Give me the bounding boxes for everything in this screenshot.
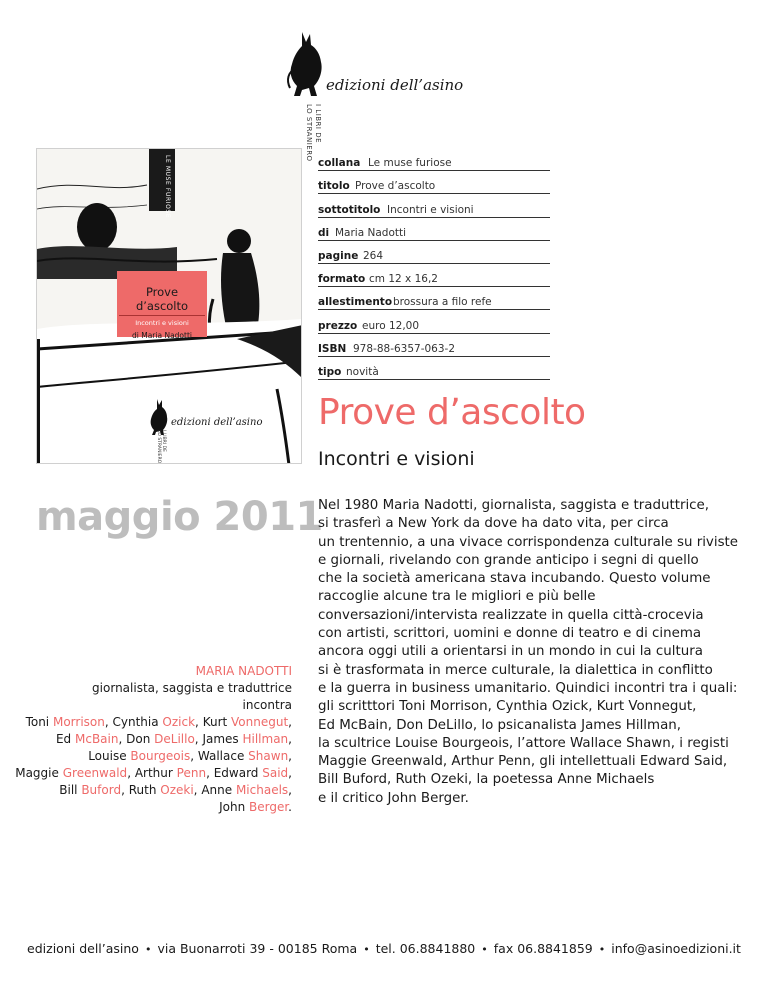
description-line: Ed McBain, Don DeLillo, lo psicanalista James Hillman, — [318, 717, 682, 733]
spec-label: allestimento — [318, 296, 393, 309]
publication-date: maggio 2011 — [36, 494, 323, 540]
spec-collana — [318, 148, 550, 171]
spec-isbn — [318, 334, 550, 357]
cover-series-line-2: LO STRANIERO — [156, 430, 161, 464]
spec-label: prezzo — [318, 319, 358, 332]
spec-value: 264 — [363, 249, 384, 262]
spec-value: euro 12,00 — [362, 319, 420, 332]
spec-sottotitolo — [318, 194, 550, 217]
description-line: si è trasformata in merce culturale, la dialettica in conflitto — [318, 662, 713, 678]
person-first: Cynthia — [112, 715, 159, 729]
spec-value: 978-88-6357-063-2 — [353, 342, 456, 355]
person-first: Maggie — [15, 766, 59, 780]
people-line: Louise Bourgeois, Wallace Shawn, — [88, 749, 292, 763]
publisher-logo — [284, 28, 464, 162]
footer-fax: fax 06.8841859 — [493, 941, 593, 956]
spec-label: collana — [318, 157, 361, 170]
people-line: Bill Buford, Ruth Ozeki, Anne Michaels, — [59, 783, 292, 797]
cover-publisher-name: edizioni dell’asino — [171, 417, 263, 428]
footer-email: info@asinoedizioni.it — [611, 941, 741, 956]
cover-title: Prove d’ascolto — [119, 285, 205, 316]
bullet-separator: • — [144, 943, 152, 956]
cover-subtitle: Incontri e visioni — [135, 319, 189, 327]
description-line: un trentennio, a una vivace corrispondenza culturale su riviste — [318, 534, 739, 550]
book-specs — [318, 148, 550, 380]
person-surname: DeLillo — [154, 732, 195, 746]
spec-label: sottotitolo — [318, 203, 381, 216]
person-first: Bill — [59, 783, 78, 797]
description-line: e la guerra in business umanitario. Quindici incontri tra i quali: — [318, 680, 738, 696]
cover-author: di Maria Nadotti — [132, 331, 192, 340]
spec-value: cm 12 x 16,2 — [369, 273, 438, 286]
footer-address: via Buonarroti 39 - 00185 Roma — [157, 941, 358, 956]
description-line: si trasferì a New York da dove ha dato vita, per circa — [318, 516, 669, 532]
spec-prezzo — [318, 310, 550, 333]
people-line: John Berger. — [219, 800, 292, 814]
person-first: Wallace — [197, 749, 245, 763]
person-first: Edward — [213, 766, 259, 780]
book-cover — [36, 148, 302, 464]
bullet-separator: • — [363, 943, 370, 956]
people-line: Ed McBain, Don DeLillo, James Hillman, — [55, 732, 292, 746]
description-line: conversazioni/intervista realizzate in quella città-crocevia — [318, 607, 704, 623]
spec-value: Le muse furiose — [368, 157, 452, 170]
series-line-1: I LIBRI DE — [314, 104, 322, 144]
spec-value: novità — [346, 365, 379, 378]
people-line: Toni Morrison, Cynthia Ozick, Kurt Vonnegut, — [25, 715, 292, 729]
spec-formato — [318, 264, 550, 287]
cover-series-label — [156, 430, 166, 463]
people-line: Maggie Greenwald, Arthur Penn, Edward Said, — [15, 766, 292, 780]
person-surname: Bourgeois — [130, 749, 191, 763]
spec-di — [318, 218, 550, 241]
person-surname: Buford — [81, 783, 122, 797]
person-first: Anne — [201, 783, 233, 797]
spec-value: Incontri e visioni — [387, 203, 474, 216]
spec-pagine — [318, 241, 550, 264]
spec-titolo — [318, 171, 550, 194]
description-line: raccoglie alcune tra le migliori e più belle — [318, 589, 596, 605]
person-first: Kurt — [202, 715, 228, 729]
person-first: James — [202, 732, 239, 746]
person-first: Toni — [25, 715, 50, 729]
spec-tipo — [318, 357, 550, 380]
description-line: gli scritttori Toni Morrison, Cynthia Ozick, Kurt Vonnegut, — [318, 699, 697, 715]
person-surname: Greenwald — [62, 766, 128, 780]
person-surname: Said — [262, 766, 289, 780]
spec-label: di — [318, 226, 330, 239]
spec-label: titolo — [318, 180, 350, 193]
bullet-separator: • — [481, 943, 488, 956]
person-first: Ruth — [128, 783, 157, 797]
description-line: Maggie Greenwald, Arthur Penn, gli intellettuali Edward Said, — [318, 754, 728, 770]
person-first: John — [219, 800, 246, 814]
spec-value: brossura a filo refe — [393, 296, 492, 309]
spec-label: tipo — [318, 365, 342, 378]
person-first: Louise — [88, 749, 127, 763]
series-line-2: LO STRANIERO — [305, 104, 313, 162]
book-title: Prove d’ascolto — [318, 392, 586, 433]
footer-publisher: edizioni dell’asino — [27, 941, 139, 956]
author-block — [12, 663, 292, 816]
person-first: Ed — [55, 732, 72, 746]
spec-value: Prove d’ascolto — [355, 180, 436, 193]
bullet-separator: • — [598, 943, 606, 956]
person-surname: Penn — [176, 766, 207, 780]
cover-series-spine: LE MUSE FURIOSE — [164, 155, 171, 219]
person-surname: McBain — [75, 732, 119, 746]
person-surname: Ozeki — [160, 783, 194, 797]
person-surname: Vonnegut — [231, 715, 289, 729]
person-surname: Hillman — [242, 732, 289, 746]
description-line: e giornali, rivelando con grande anticipo i segni di quello — [318, 552, 699, 568]
person-first: Arthur — [134, 766, 173, 780]
description-line: e il critico John Berger. — [318, 790, 469, 806]
spec-label: ISBN — [318, 342, 347, 355]
person-surname: Morrison — [52, 715, 105, 729]
description-line: che la società americana stava incubando. Questo volume — [318, 571, 711, 587]
spec-label: formato — [318, 273, 366, 286]
person-surname: Ozick — [162, 715, 196, 729]
publisher-name: edizioni dell’asino — [326, 76, 464, 94]
person-first: Don — [126, 732, 151, 746]
footer-contacts — [0, 941, 768, 956]
book-description — [318, 497, 743, 808]
author-role: giornalista, saggista e traduttrice — [92, 681, 292, 695]
description-line: Bill Buford, Ruth Ozeki, la poetessa Anne Michaels — [318, 772, 655, 788]
description-line: ancora oggi utili a orientarsi in un mondo in cui la cultura — [318, 644, 703, 660]
footer-phone: tel. 06.8841880 — [375, 941, 476, 956]
person-surname: Shawn — [248, 749, 289, 763]
spec-value: Maria Nadotti — [335, 226, 407, 239]
author-meets: incontra — [242, 698, 292, 712]
spec-allestimento — [318, 287, 550, 310]
book-subtitle: Incontri e visioni — [318, 448, 475, 470]
spec-label: pagine — [318, 249, 359, 262]
person-surname: Michaels — [235, 783, 289, 797]
description-line: Nel 1980 Maria Nadotti, giornalista, saggista e traduttrice, — [318, 498, 710, 513]
person-surname: Berger — [249, 800, 289, 814]
description-line: la scultrice Louise Bourgeois, l’attore Wallace Shawn, i registi — [318, 735, 729, 751]
description-line: con artisti, scrittori, uomini e donne di teatro e di cinema — [318, 626, 702, 642]
cover-title-box — [117, 271, 207, 340]
author-name: MARIA NADOTTI — [195, 664, 292, 678]
cover-series-line-1: I LIBRI DE — [161, 430, 166, 452]
